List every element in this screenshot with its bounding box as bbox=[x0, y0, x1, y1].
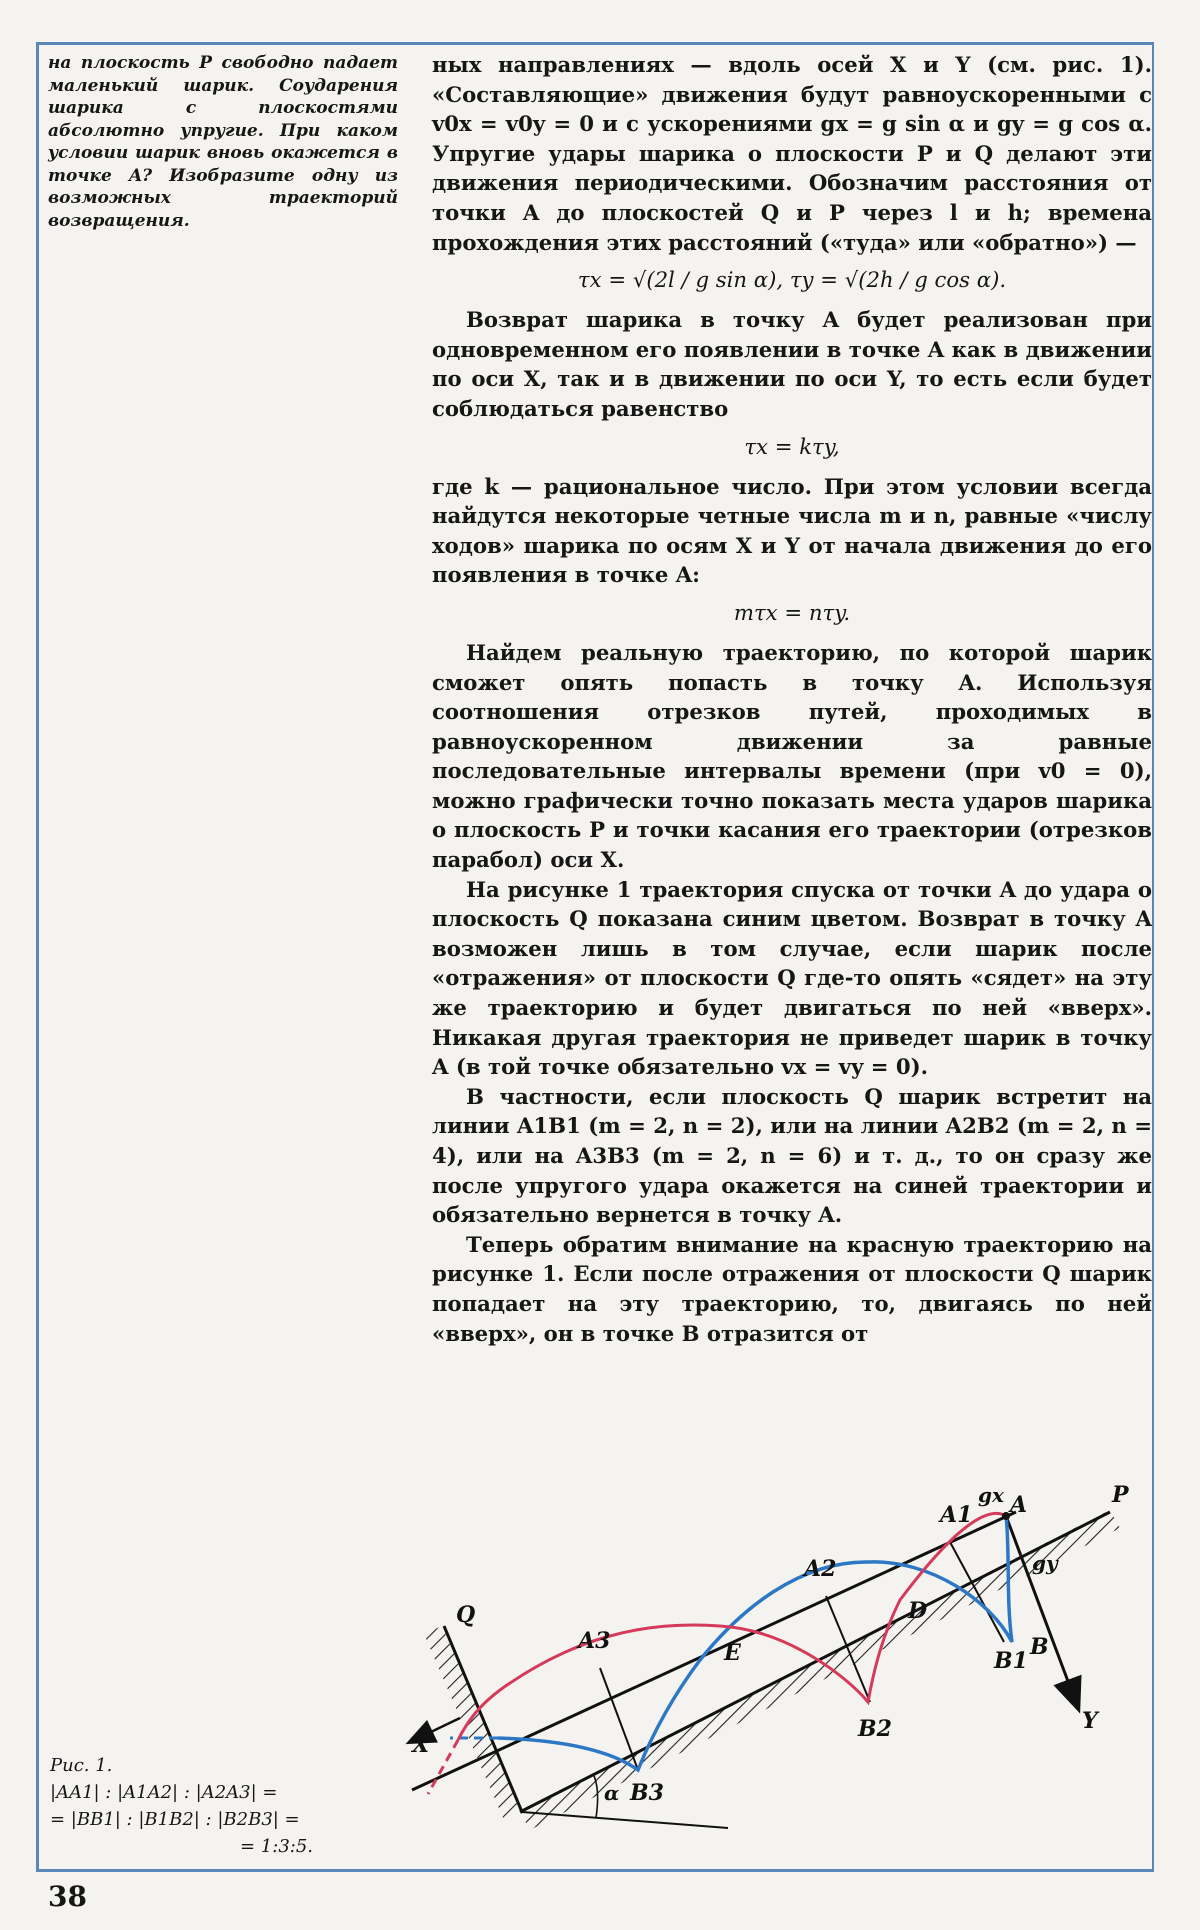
formula-tau: τx = √(2l / g sin α), τy = √(2h / g cos α). bbox=[577, 267, 1007, 293]
paragraph-3: где k — рациональное число. При этом условии всегда найдутся некоторые четные числа m и n, равные «числу ходов» шарика по осям X и Y от начала движения до его появления в точке A: bbox=[432, 473, 1152, 588]
label-alpha: α bbox=[604, 1781, 620, 1805]
caption-ratio-3: = 1:3:5. bbox=[240, 1836, 314, 1857]
red-trajectory-dashed bbox=[428, 1740, 458, 1794]
x-axis bbox=[412, 1512, 1016, 1790]
caption-ratio-1: |AA1| : |A1A2| : |A2A3| = bbox=[50, 1782, 278, 1803]
page-number: 38 bbox=[48, 1880, 87, 1913]
label-b3: B3 bbox=[630, 1780, 664, 1806]
label-a1: A1 bbox=[940, 1502, 973, 1528]
point-a bbox=[1002, 1512, 1010, 1520]
paragraph-4: Найдем реальную траекторию, по которой шарик сможет опять попасть в точку A. Используя соотношения отрезков путей, проходимых в равноускоренном движении за равные последовательные интервалы времени (при v0 = 0), можно графически точно показать места ударов шарика о плоскость P и точки касания его траектории (отрезков парабол) оси X. bbox=[432, 639, 1152, 873]
label-q: Q bbox=[456, 1602, 476, 1628]
formula-k: τx = kτy, bbox=[744, 433, 840, 459]
problem-statement: на плоскость P свободно падает маленький шарик. Соударения шарика с плоскостями абсолютно упругие. При каком условии шарик вновь окажется в точке A? Изобразите одну из возможных траекторий возвращения. bbox=[48, 53, 398, 231]
label-a2: A2 bbox=[804, 1556, 837, 1582]
plane-q-hatch bbox=[424, 1626, 522, 1820]
label-gy: gy bbox=[1032, 1551, 1058, 1575]
label-b2: B2 bbox=[858, 1716, 892, 1742]
label-a: A bbox=[1010, 1492, 1028, 1518]
label-p: P bbox=[1112, 1482, 1129, 1508]
label-b: B bbox=[1030, 1634, 1049, 1660]
label-y: Y bbox=[1082, 1708, 1098, 1734]
caption-title: Рис. 1. bbox=[50, 1755, 113, 1776]
label-x: X bbox=[412, 1732, 430, 1758]
paragraph-1: ных направлениях — вдоль осей X и Y (см. рис. 1). «Составляющие» движения будут равноускоренными с v0x = v0y = 0 и с ускорениями gx = g sin α и gy = g cos α. Упругие удары шарика о плоскости P и Q делают эти движения периодическими. Обозначим расстояния от точки A до плоскостей Q и P через l и h; времена прохождения этих расстояний («туда» или «обратно») — bbox=[432, 52, 1152, 255]
paragraph-2: Возврат шарика в точку A будет реализован при одновременном его появлении в точке A как в движении по оси X, так и в движении по оси Y, то есть если будет соблюдаться равенство bbox=[432, 307, 1152, 421]
paragraph-5: На рисунке 1 траектория спуска от точки A до удара о плоскость Q показана синим цветом. Возврат в точку A возможен лишь в том случае, если шарик после «отражения» от плоскости Q где-то опять «сядет» на эту же траекторию и будет двигаться по ней «вверх». Никакая другая траектория не приведет шарик в точку A (в той точке обязательно vx = vy = 0). bbox=[432, 876, 1152, 1080]
blue-trajectory bbox=[498, 1516, 1012, 1770]
label-gx: gx bbox=[978, 1483, 1004, 1507]
label-b1: B1 bbox=[994, 1648, 1028, 1674]
label-e: E bbox=[724, 1640, 741, 1666]
figure-caption bbox=[50, 1752, 410, 1860]
label-a3: A3 bbox=[578, 1628, 611, 1654]
caption-ratio-2: = |BB1| : |B1B2| : |B2B3| = bbox=[50, 1809, 300, 1830]
formula-mn: mτx = nτy. bbox=[733, 599, 851, 625]
horizontal-line bbox=[522, 1812, 728, 1828]
paragraph-7: Теперь обратим внимание на красную траекторию на рисунке 1. Если после отражения от плоскости Q шарик попадает на эту траекторию, то, двигаясь по ней «вверх», он в точке B отразится от bbox=[432, 1231, 1152, 1346]
paragraph-6: В частности, если плоскость Q шарик встретит на линии A1B1 (m = 2, n = 2), или на линии A2B2 (m = 2, n = 4), или на A3B3 (m = 2, n = 6) и т. д., то он сразу же после упругого удара окажется на синей траектории и обязательно вернется в точку A. bbox=[432, 1083, 1152, 1228]
label-d: D bbox=[908, 1598, 928, 1624]
